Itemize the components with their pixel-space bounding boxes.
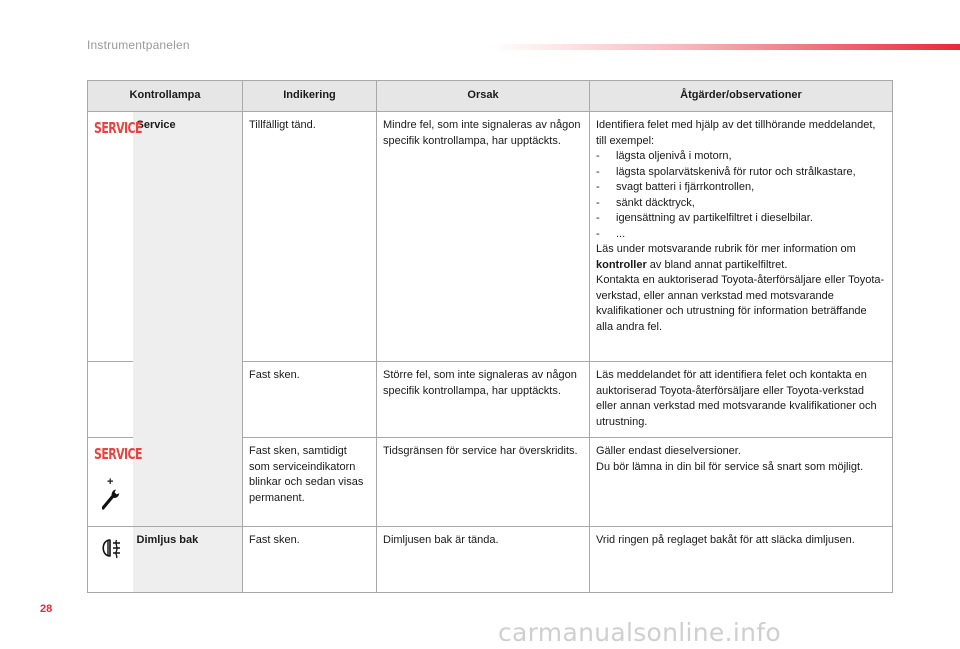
wrench-icon [102, 488, 120, 510]
cause-cell: Större fel, som inte signaleras av någon specifik kontrollampa, har upptäckts. [377, 362, 590, 438]
action-cell: Läs meddelandet för att identifiera felet och kontakta en auktoriserad Toyota-återförsäljare eller Toyota-verkstad eller annan verkstad med motsvarande kvalifikationer och utrustning. [590, 362, 893, 438]
column-header-action: Åtgärder/observationer [590, 81, 893, 112]
cause-cell: Mindre fel, som inte signaleras av någon specifik kontrollampa, har upptäckts. [377, 112, 590, 362]
lamp-name-cell [133, 112, 243, 527]
action-more: Läs under motsvarande rubrik för mer information om kontroller av bland annat partikelfiltret. [596, 243, 856, 271]
lamp-name: Dimljus bak [136, 534, 199, 546]
lamp-name-cell [133, 527, 243, 593]
list-item: - ... [596, 227, 626, 240]
page-number: 28 [40, 603, 53, 615]
indication-cell: Fast sken. [243, 527, 377, 593]
action-contact: Kontakta en auktoriserad Toyota-återförsäljare eller Toyota-verkstad, eller annan verkstad med motsvarande kvalifikationer och utrustning för information beträffande alla andra fel. [596, 274, 885, 333]
rear-fog-lamp-icon [98, 537, 124, 559]
cause-cell: Tidsgränsen för service har överskridits. [377, 438, 590, 527]
table-header-row [88, 81, 893, 112]
lamp-icon-cell [88, 362, 133, 438]
lamp-icon-cell [88, 527, 133, 593]
table-row [88, 112, 893, 362]
column-header-cause: Orsak [377, 81, 590, 112]
lamp-icon-cell [88, 438, 142, 527]
column-header-lamp: Kontrollampa [88, 81, 243, 112]
action-cell [590, 112, 893, 362]
action-more-keyword: kontroller [596, 258, 647, 271]
list-item: - lägsta oljenivå i motorn, [596, 150, 732, 162]
lamp-icon-cell [88, 112, 142, 362]
list-item: - igensättning av partikelfiltret i dieselbilar. [596, 212, 813, 224]
plus-sign: + [107, 476, 114, 488]
action-cell: Gäller endast dieselversioner. Du bör lämna in din bil för service så snart som möjligt. [590, 438, 893, 527]
service-warning-icon: SERVICE [94, 119, 142, 137]
indication-cell: Fast sken. [243, 362, 377, 438]
cause-cell: Dimljusen bak är tända. [377, 527, 590, 593]
table-row [88, 527, 893, 593]
watermark: carmanualsonline.info [498, 618, 781, 647]
list-item: - svagt batteri i fjärrkontrollen, [596, 181, 755, 193]
action-intro: Identifiera felet med hjälp av det tillhörande meddelandet, till exempel: [596, 119, 876, 147]
action-cell: Vrid ringen på reglaget bakåt för att släcka dimljusen. [590, 527, 893, 593]
list-item: - lägsta spolarvätskenivå för rutor och strålkastare, [596, 165, 856, 178]
column-header-indication: Indikering [243, 81, 377, 112]
warning-lamp-table [87, 80, 893, 593]
section-title: Instrumentpanelen [87, 38, 190, 52]
indication-cell: Tillfälligt tänd. [243, 112, 377, 362]
header-accent-bar [490, 44, 960, 50]
service-warning-icon: SERVICE [94, 445, 142, 463]
list-item: - sänkt däcktryck, [596, 196, 695, 209]
indication-cell: Fast sken, samtidigt som serviceindikatorn blinkar och sedan visas permanent. [243, 438, 377, 527]
lamp-name: Service [136, 119, 176, 131]
